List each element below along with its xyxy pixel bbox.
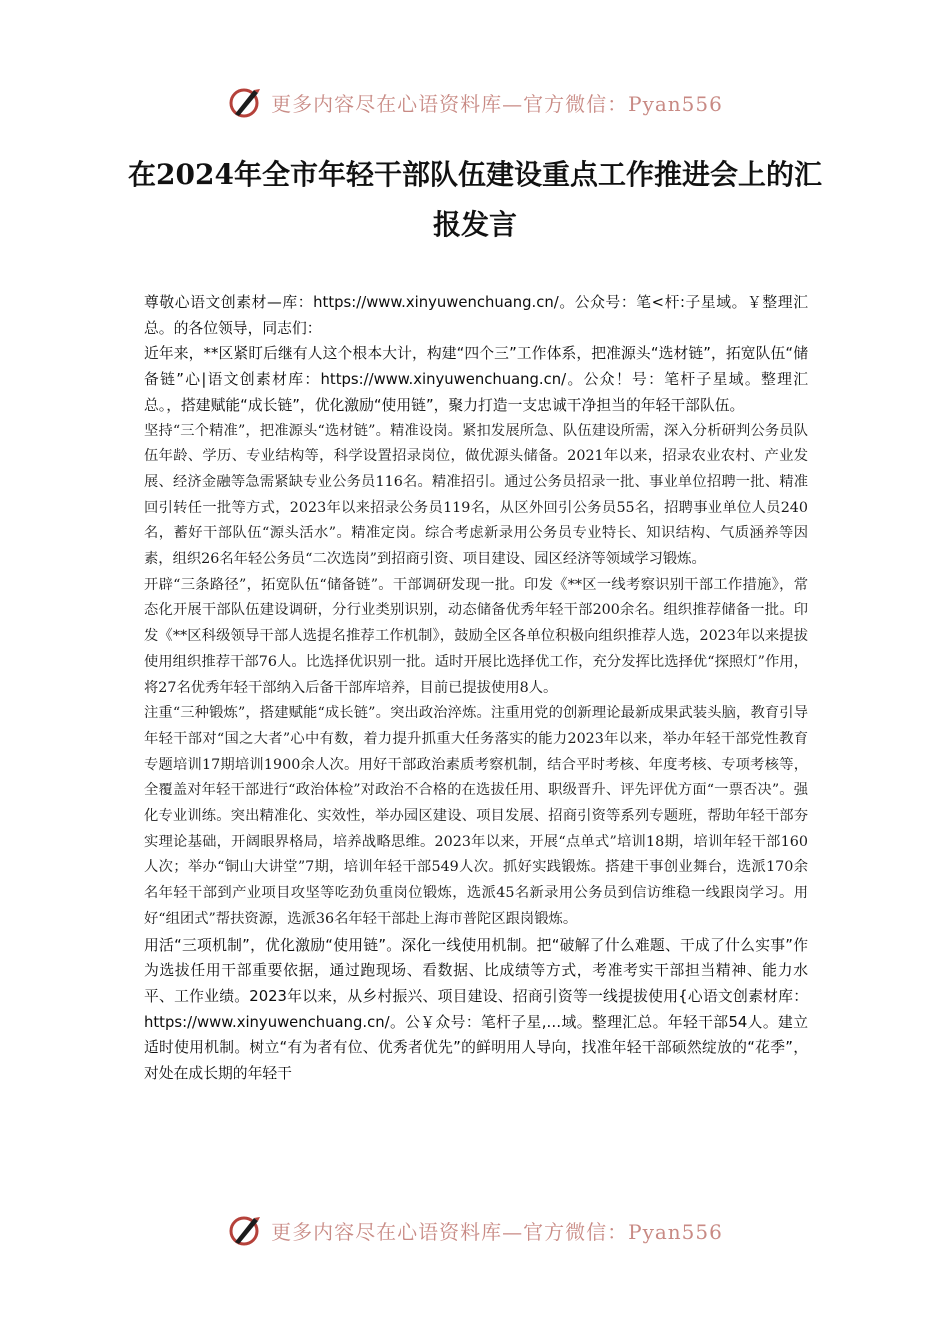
document-title: 在2024年全市年轻干部队伍建设重点工作推进会上的汇报发言	[128, 158, 822, 241]
footer-watermark	[0, 1210, 950, 1250]
paragraph: 开辟“三条路径”，拓宽队伍“储备链”。干部调研发现一批。印发《**区一线考察识别干部工作措施》，常态化开展干部队伍建设调研，分行业类别识别，动态储备优秀年轻干部200余名。组织推荐储备一批。印发《**区科级领导干部人选提名推荐工作机制》，鼓励全区各单位积极向组织推荐人选，2023年以来提拔使用组织推荐干部76人。比选择优识别一批。适时开展比选择优工作，充分发挥比选择优“探照灯”作用，将27名优秀年轻干部纳入后备干部库培养，目前已提拔使用8人。	[144, 576, 808, 696]
paragraph: 近年来，**区紧盯后继有人这个根本大计，构建“四个三”工作体系，把准源头“选材链”，拓宽队伍“储备链”心|语文创素材库：https://www.xinyuwenchuang.cn/。公众！号：笔杆子星域。整理汇总。，搭建赋能“成长链”，优化激励“使用链”，聚力打造一支忠诚干净担当的年轻干部队伍。	[144, 345, 808, 414]
header-watermark	[0, 82, 950, 122]
header-watermark-text: 更多内容尽在心语资料库—官方微信：Pyan556	[271, 91, 723, 116]
paragraph: 注重“三种锻炼”，搭建赋能“成长链”。突出政治淬炼。注重用党的创新理论最新成果武装头脑，教育引导年轻干部对“国之大者”心中有数，着力提升抓重大任务落实的能力2023年以来，举办年轻干部党性教育专题培训17期培训1900余人次。用好干部政治素质考察机制，结合平时考核、年度考核、专项考核等，全覆盖对年轻干部进行“政治体检”对政治不合格的在选拔任用、职级晋升、评先评优方面“一票否决”。强化专业训练。突出精准化、实效性，举办园区建设、项目发展、招商引资等系列专题班，帮助年轻干部夯实理论基础，开阔眼界格局，培养战略思维。2023年以来，开展“点单式”培训18期，培训年轻干部160人次；举办“铜山大讲堂”7期，培训年轻干部549人次。抓好实践锻炼。搭建干事创业舞台，选派170余名年轻干部到产业项目攻坚等吃劲负重岗位锻炼，选派45名新录用公务员到信访维稳一线跟岗学习。用好“组团式”帮扶资源，选派36名年轻干部赴上海市普陀区跟岗锻炼。	[144, 705, 808, 927]
pen-logo-icon	[227, 1212, 263, 1248]
document-body	[144, 290, 808, 1087]
paragraph: 尊敬心语文创素材—库：https://www.xinyuwenchuang.cn/。公众号：笔<杆:子星域。￥整理汇总。的各位领导，同志们：	[144, 294, 808, 337]
paragraph: 用活“三项机制”，优化激励“使用链”。深化一线使用机制。把“破解了什么难题、干成了什么实事”作为选拔任用干部重要依据，通过跑现场、看数据、比成绩等方式，考准考实干部担当精神、能力水平、工作业绩。2023年以来，从乡村振兴、项目建设、招商引资等一线提拔使用{心语文创素材库：https://www.xinyuwenchuang.cn/。公￥众号：笔杆子星,…域。整理汇总。年轻干部54人。建立适时使用机制。树立“有为者有位、优秀者优先”的鲜明用人导向，找准年轻干部硕然绽放的“花季”，对处在成长期的年轻干	[144, 936, 808, 1083]
pen-logo-icon	[227, 84, 263, 120]
footer-watermark-text: 更多内容尽在心语资料库—官方微信：Pyan556	[271, 1219, 723, 1244]
paragraph: 坚持“三个精准”，把准源头“选材链”。精准设岗。紧扣发展所急、队伍建设所需，深入分析研判公务员队伍年龄、学历、专业结构等，科学设置招录岗位，做优源头储备。2021年以来，招录农业农村、产业发展、经济金融等急需紧缺专业公务员116名。精准招引。通过公务员招录一批、事业单位招聘一批、精准回引转任一批等方式，2023年以来招录公务员119名，从区外回引公务员55名，招聘事业单位人员240名，蓄好干部队伍“源头活水”。精准定岗。综合考虑新录用公务员专业特长、知识结构、气质涵养等因素，组织26名年轻公务员“二次选岗”到招商引资、项目建设、园区经济等领域学习锻炼。	[144, 422, 808, 568]
